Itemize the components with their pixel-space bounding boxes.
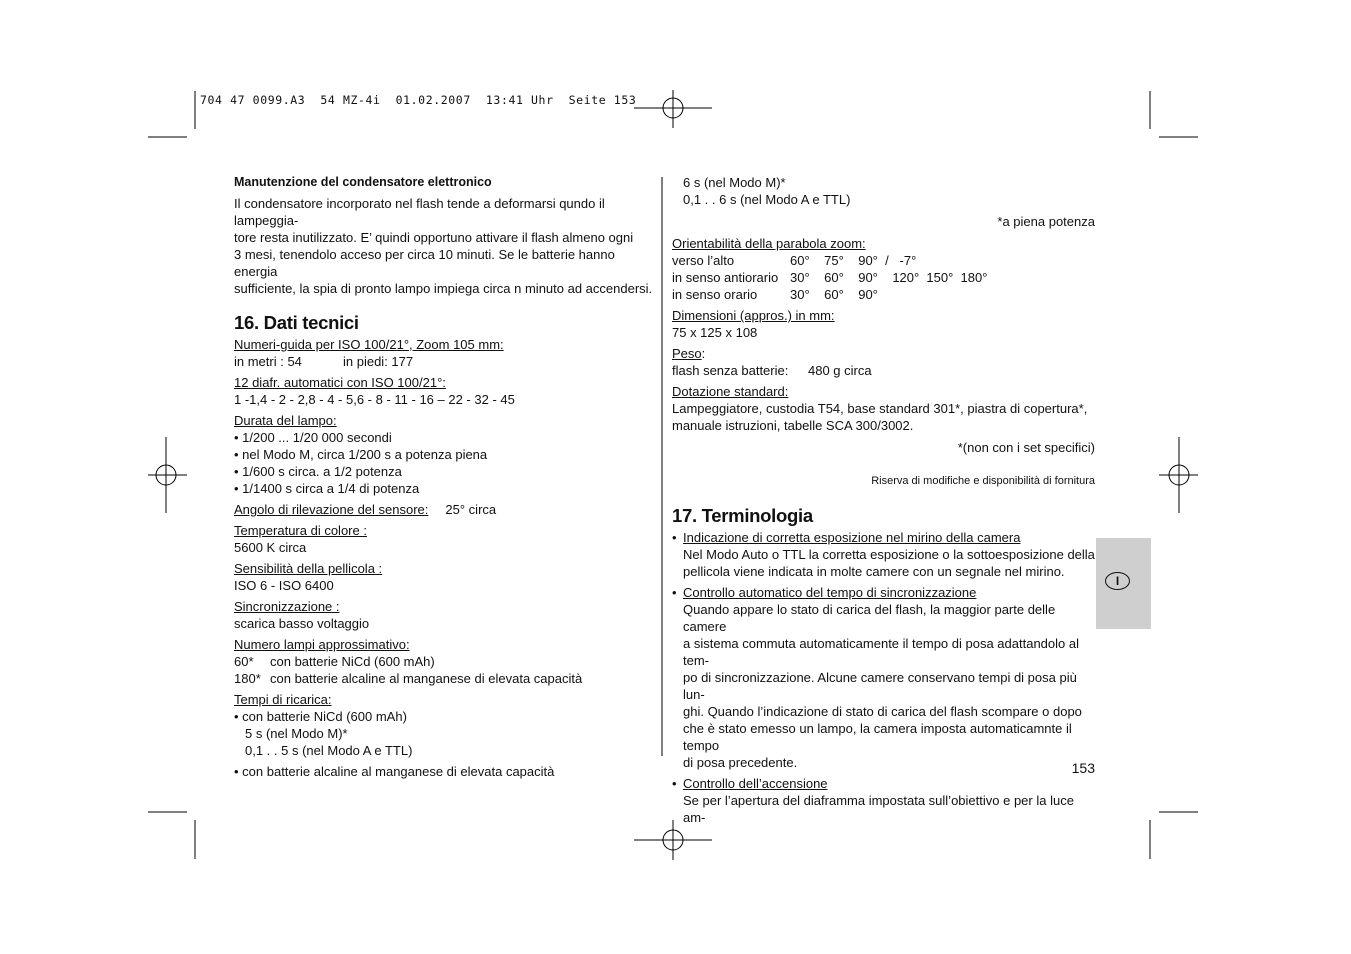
flash-count-text: con batterie alcaline al manganese di elevata capacità (270, 671, 583, 686)
sensor-angle (234, 501, 659, 518)
recharge-nicd: • con batterie NiCd (600 mAh) (234, 709, 407, 724)
orientation-row (672, 269, 1095, 286)
color-temperature-value: 5600 K circa (234, 540, 307, 555)
weight-row-label: flash senza batterie: (672, 363, 789, 378)
flash-count-text: con batterie NiCd (600 mAh) (270, 654, 435, 669)
flash-duration-item: • 1/1400 s circa a 1/4 di potenza (234, 481, 420, 496)
term-line: Nel Modo Auto o TTL la corretta esposizione o la sottoesposizione della (683, 547, 1095, 562)
weight-row (672, 362, 1095, 379)
aperture-label: 12 diafr. automatici con ISO 100/21°: (234, 375, 446, 390)
weight-label: Peso (672, 346, 702, 361)
weight-row-value: 480 g circa (808, 363, 872, 378)
sensor-angle-value: 25° circa (445, 502, 497, 517)
flash-duration-item: • 1/200 ... 1/20 000 secondi (234, 430, 392, 445)
recharge-alkaline: • con batterie alcaline al manganese di elevata capacità (234, 764, 555, 779)
flash-duration-item: • 1/600 s circa. a 1/2 potenza (234, 464, 402, 479)
guide-number-feet: in piedi: 177 (343, 354, 414, 369)
standard-equipment-line: manuale istruzioni, tabelle SCA 300/3002. (672, 418, 914, 433)
maintenance-line: sufficiente, la spia di pronto lampo impiega circa n minuto ad accendersi. (234, 281, 653, 296)
flash-count-number: 60* (234, 654, 254, 669)
recharge-alkaline-manual: 6 s (nel Modo M)* (683, 175, 786, 190)
term-heading: Controllo automatico del tempo di sincronizzazione (683, 585, 977, 600)
weight-heading (672, 345, 1095, 362)
term-item-head (672, 584, 1095, 601)
term-heading: Controllo dell’accensione (683, 776, 828, 791)
full-power-note: *a piena potenza (997, 214, 1095, 229)
term-heading: Indicazione di corretta esposizione nel mirino della camera (683, 530, 1021, 545)
flash-count-row (234, 653, 659, 670)
term-line: ghi. Quando l’indicazione di stato di carica del flash scompare o dopo (683, 704, 1082, 719)
orientation-direction: verso l’alto (672, 253, 735, 268)
page-number: 153 (1071, 760, 1095, 776)
guide-number-values (234, 353, 659, 370)
section-title-terminologia: 17. Terminologia (672, 505, 813, 526)
right-column (672, 174, 1095, 826)
orientation-row (672, 286, 1095, 303)
standard-equipment-label: Dotazione standard: (672, 384, 789, 399)
film-speed-label: Sensibilità della pellicola : (234, 561, 383, 576)
flash-duration-item: • nel Modo M, circa 1/200 s a potenza piena (234, 447, 488, 462)
flash-count-number: 180* (234, 671, 261, 686)
print-imprint: 704 47 0099.A3 54 MZ-4i 01.02.2007 13:41 Uhr Seite 153 (200, 93, 637, 107)
standard-equipment-line: Lampeggiatore, custodia T54, base standard 301*, piastra di copertura*, (672, 401, 1088, 416)
maintenance-line: Il condensatore incorporato nel flash tende a deformarsi qundo il lampeggia- (234, 196, 605, 228)
term-line: di posa precedente. (683, 755, 798, 770)
term-item-head (672, 775, 1095, 792)
left-column (234, 174, 659, 780)
term-line: che è stato emesso un lampo, la camera imposta automaticamnte il tempo (683, 721, 1072, 753)
dimensions-label: Dimensioni (appros.) in mm: (672, 308, 835, 323)
color-temperature-label: Temperatura di colore : (234, 523, 367, 538)
term-item-head (672, 529, 1095, 546)
maintenance-line: tore resta inutilizzato. E’ quindi opportuno attivare il flash almeno ogni (234, 230, 634, 245)
language-letter: I (1115, 574, 1120, 588)
weight-colon: : (701, 346, 706, 361)
maintenance-title: Manutenzione del condensatore elettronico (234, 175, 492, 189)
orientation-direction: in senso antiorario (672, 270, 779, 285)
dimensions-value: 75 x 125 x 108 (672, 325, 758, 340)
recharge-nicd-auto: 0,1 . . 5 s (nel Modo A e TTL) (245, 743, 413, 758)
orientation-angles: 60° 75° 90° / -7° (790, 253, 917, 268)
bullet: • (672, 776, 677, 791)
language-tab-badge (1105, 572, 1130, 590)
reserve-note: Riserva di modifiche e disponibilità di fornitura (871, 475, 1095, 487)
flash-count-row (234, 670, 659, 687)
term-line: po di sincronizzazione. Alcune camere conservano tempi di posa più lun- (683, 670, 1077, 702)
flash-duration-label: Durata del lampo: (234, 413, 337, 428)
orientation-angles: 30° 60° 90° 120° 150° 180° (790, 270, 988, 285)
orientation-angles: 30° 60° 90° (790, 287, 878, 302)
section-title-dati-tecnici: 16. Dati tecnici (234, 312, 359, 333)
film-speed-value: ISO 6 - ISO 6400 (234, 578, 334, 593)
orientation-row (672, 252, 1095, 269)
orientation-direction: in senso orario (672, 287, 758, 302)
term-line: pellicola viene indicata in molte camere con un segnale nel mirino. (683, 564, 1065, 579)
zoom-orientation-label: Orientabilità della parabola zoom: (672, 236, 866, 251)
sync-value: scarica basso voltaggio (234, 616, 370, 631)
aperture-values: 1 -1,4 - 2 - 2,8 - 4 - 5,6 - 8 - 11 - 16 – 22 - 32 - 45 (234, 392, 515, 407)
sensor-angle-label: Angolo di rilevazione del sensore: (234, 502, 429, 517)
standard-equipment-note: *(non con i set specifici) (957, 440, 1095, 455)
term-line: Quando appare lo stato di carica del flash, la maggior parte delle camere (683, 602, 1056, 634)
term-line: Se per l’apertura del diaframma impostata sull’obiettivo e per la luce am- (683, 793, 1074, 825)
recharge-label: Tempi di ricarica: (234, 692, 332, 707)
term-line: a sistema commuta automaticamente il tempo di posa adattandolo al tem- (683, 636, 1079, 668)
flash-count-label: Numero lampi approssimativo: (234, 637, 410, 652)
bullet: • (672, 585, 677, 600)
language-tab (1096, 538, 1151, 629)
sync-label: Sincronizzazione : (234, 599, 340, 614)
recharge-nicd-manual: 5 s (nel Modo M)* (245, 726, 348, 741)
bullet: • (672, 530, 677, 545)
recharge-alkaline-auto: 0,1 . . 6 s (nel Modo A e TTL) (683, 192, 851, 207)
maintenance-line: 3 mesi, tenendolo acceso per circa 10 minuti. Se le batterie hanno energia (234, 247, 615, 279)
guide-number-metres: in metri : 54 (234, 354, 302, 369)
guide-number-label: Numeri-guida per ISO 100/21°, Zoom 105 mm: (234, 337, 504, 352)
